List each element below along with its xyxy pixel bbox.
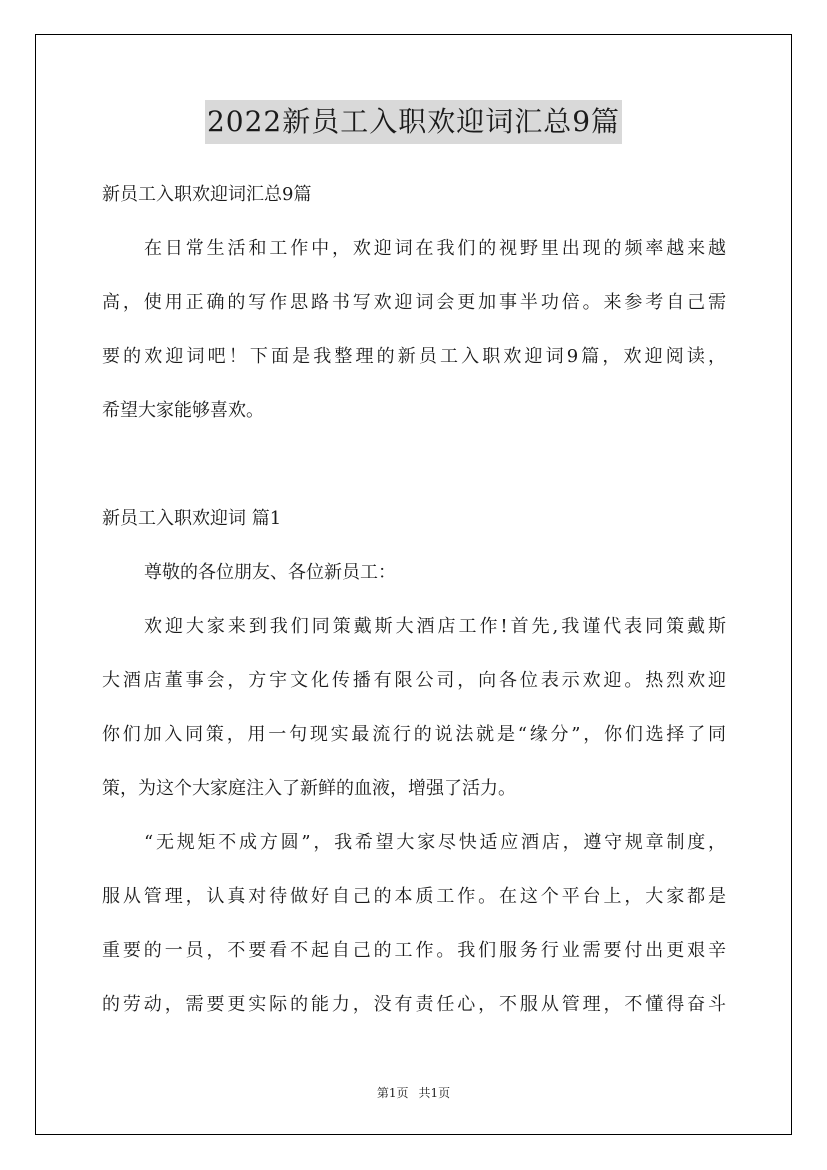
intro-line: 希望大家能够喜欢。 xyxy=(102,400,264,421)
intro-line: 在日常生活和工作中，欢迎词在我们的视野里出现的频率越来越 xyxy=(144,238,726,259)
spacer xyxy=(102,438,726,492)
title-container xyxy=(0,100,827,144)
paragraph-line: 大酒店董事会，方宇文化传播有限公司，向各位表示欢迎。热烈欢迎 xyxy=(102,670,726,691)
intro-line: 要的欢迎词吧！下面是我整理的新员工入职欢迎词9篇，欢迎阅读， xyxy=(102,346,726,367)
page-total: 共1页 xyxy=(418,1086,451,1100)
salutation: 尊敬的各位朋友、各位新员工： xyxy=(144,562,396,583)
paragraph-line: 欢迎大家来到我们同策戴斯大酒店工作!首先,我谨代表同策戴斯 xyxy=(144,616,726,637)
paragraph-line: “无规矩不成方圆”，我希望大家尽快适应酒店，遵守规章制度， xyxy=(144,832,726,853)
document-body xyxy=(102,168,726,1032)
document-title: 2022新员工入职欢迎词汇总9篇 xyxy=(205,100,622,144)
section-heading: 新员工入职欢迎词 篇1 xyxy=(102,508,282,529)
page-footer xyxy=(0,1084,827,1101)
page-number: 第1页 xyxy=(376,1086,409,1100)
paragraph-line: 策，为这个大家庭注入了新鲜的血液，增强了活力。 xyxy=(102,778,516,799)
intro-line: 高，使用正确的写作思路书写欢迎词会更加事半功倍。来参考自己需 xyxy=(102,292,726,313)
paragraph-line: 的劳动，需要更实际的能力，没有责任心，不服从管理，不懂得奋斗 xyxy=(102,994,726,1015)
subtitle: 新员工入职欢迎词汇总9篇 xyxy=(102,184,312,205)
paragraph-line: 你们加入同策，用一句现实最流行的说法就是“缘分”，你们选择了同 xyxy=(102,724,726,745)
paragraph-line: 服从管理，认真对待做好自己的本质工作。在这个平台上，大家都是 xyxy=(102,886,726,907)
paragraph-line: 重要的一员，不要看不起自己的工作。我们服务行业需要付出更艰辛 xyxy=(102,940,726,961)
